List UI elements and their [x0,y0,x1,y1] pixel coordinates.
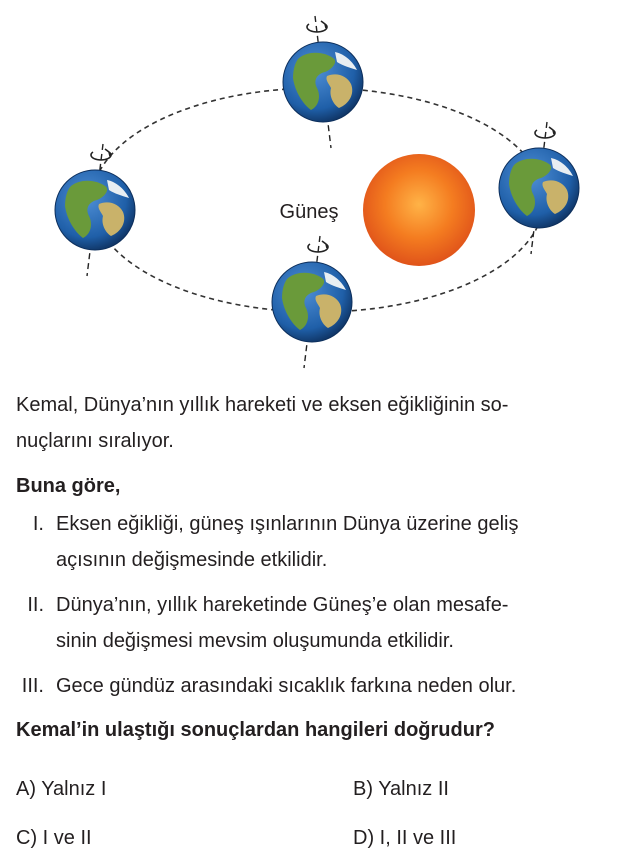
statement-3-number: III. [21,675,44,697]
sun-label: Güneş [279,201,339,223]
statement-2-line-2: sinin değişmesi mevsim oluşumunda etkilidir. [56,630,454,652]
question-lead: Buna göre, [16,475,121,497]
earth-orbit-diagram [0,0,637,370]
statement-2-number: II. [27,594,44,616]
statement-1-line-2: açısının değişmesinde etkilidir. [56,549,328,571]
option-d[interactable]: D) I, II ve III [353,827,457,849]
sun [363,154,475,266]
option-a[interactable]: A) Yalnız I [16,778,107,800]
statement-2-line-1: Dünya’nın, yıllık hareketinde Güneş’e olan mesafe- [56,594,509,616]
option-b[interactable]: B) Yalnız II [353,778,449,800]
question-prompt: Kemal’in ulaştığı sonuçlardan hangileri doğrudur? [16,719,495,741]
earth-top [283,16,363,148]
intro-line-1: Kemal, Dünya’nın yıllık hareketi ve eksen eğikliğinin so- [16,394,509,416]
option-c[interactable]: C) I ve II [16,827,92,849]
statement-1-line-1: Eksen eğikliği, güneş ışınlarının Dünya üzerine geliş [56,513,519,535]
statement-3-line-1: Gece gündüz arasındaki sıcaklık farkına neden olur. [56,675,517,697]
intro-line-2: nuçlarını sıralıyor. [16,430,174,452]
statement-1-number: I. [32,513,44,535]
earth-right [499,122,579,254]
earth-bottom [272,236,352,368]
